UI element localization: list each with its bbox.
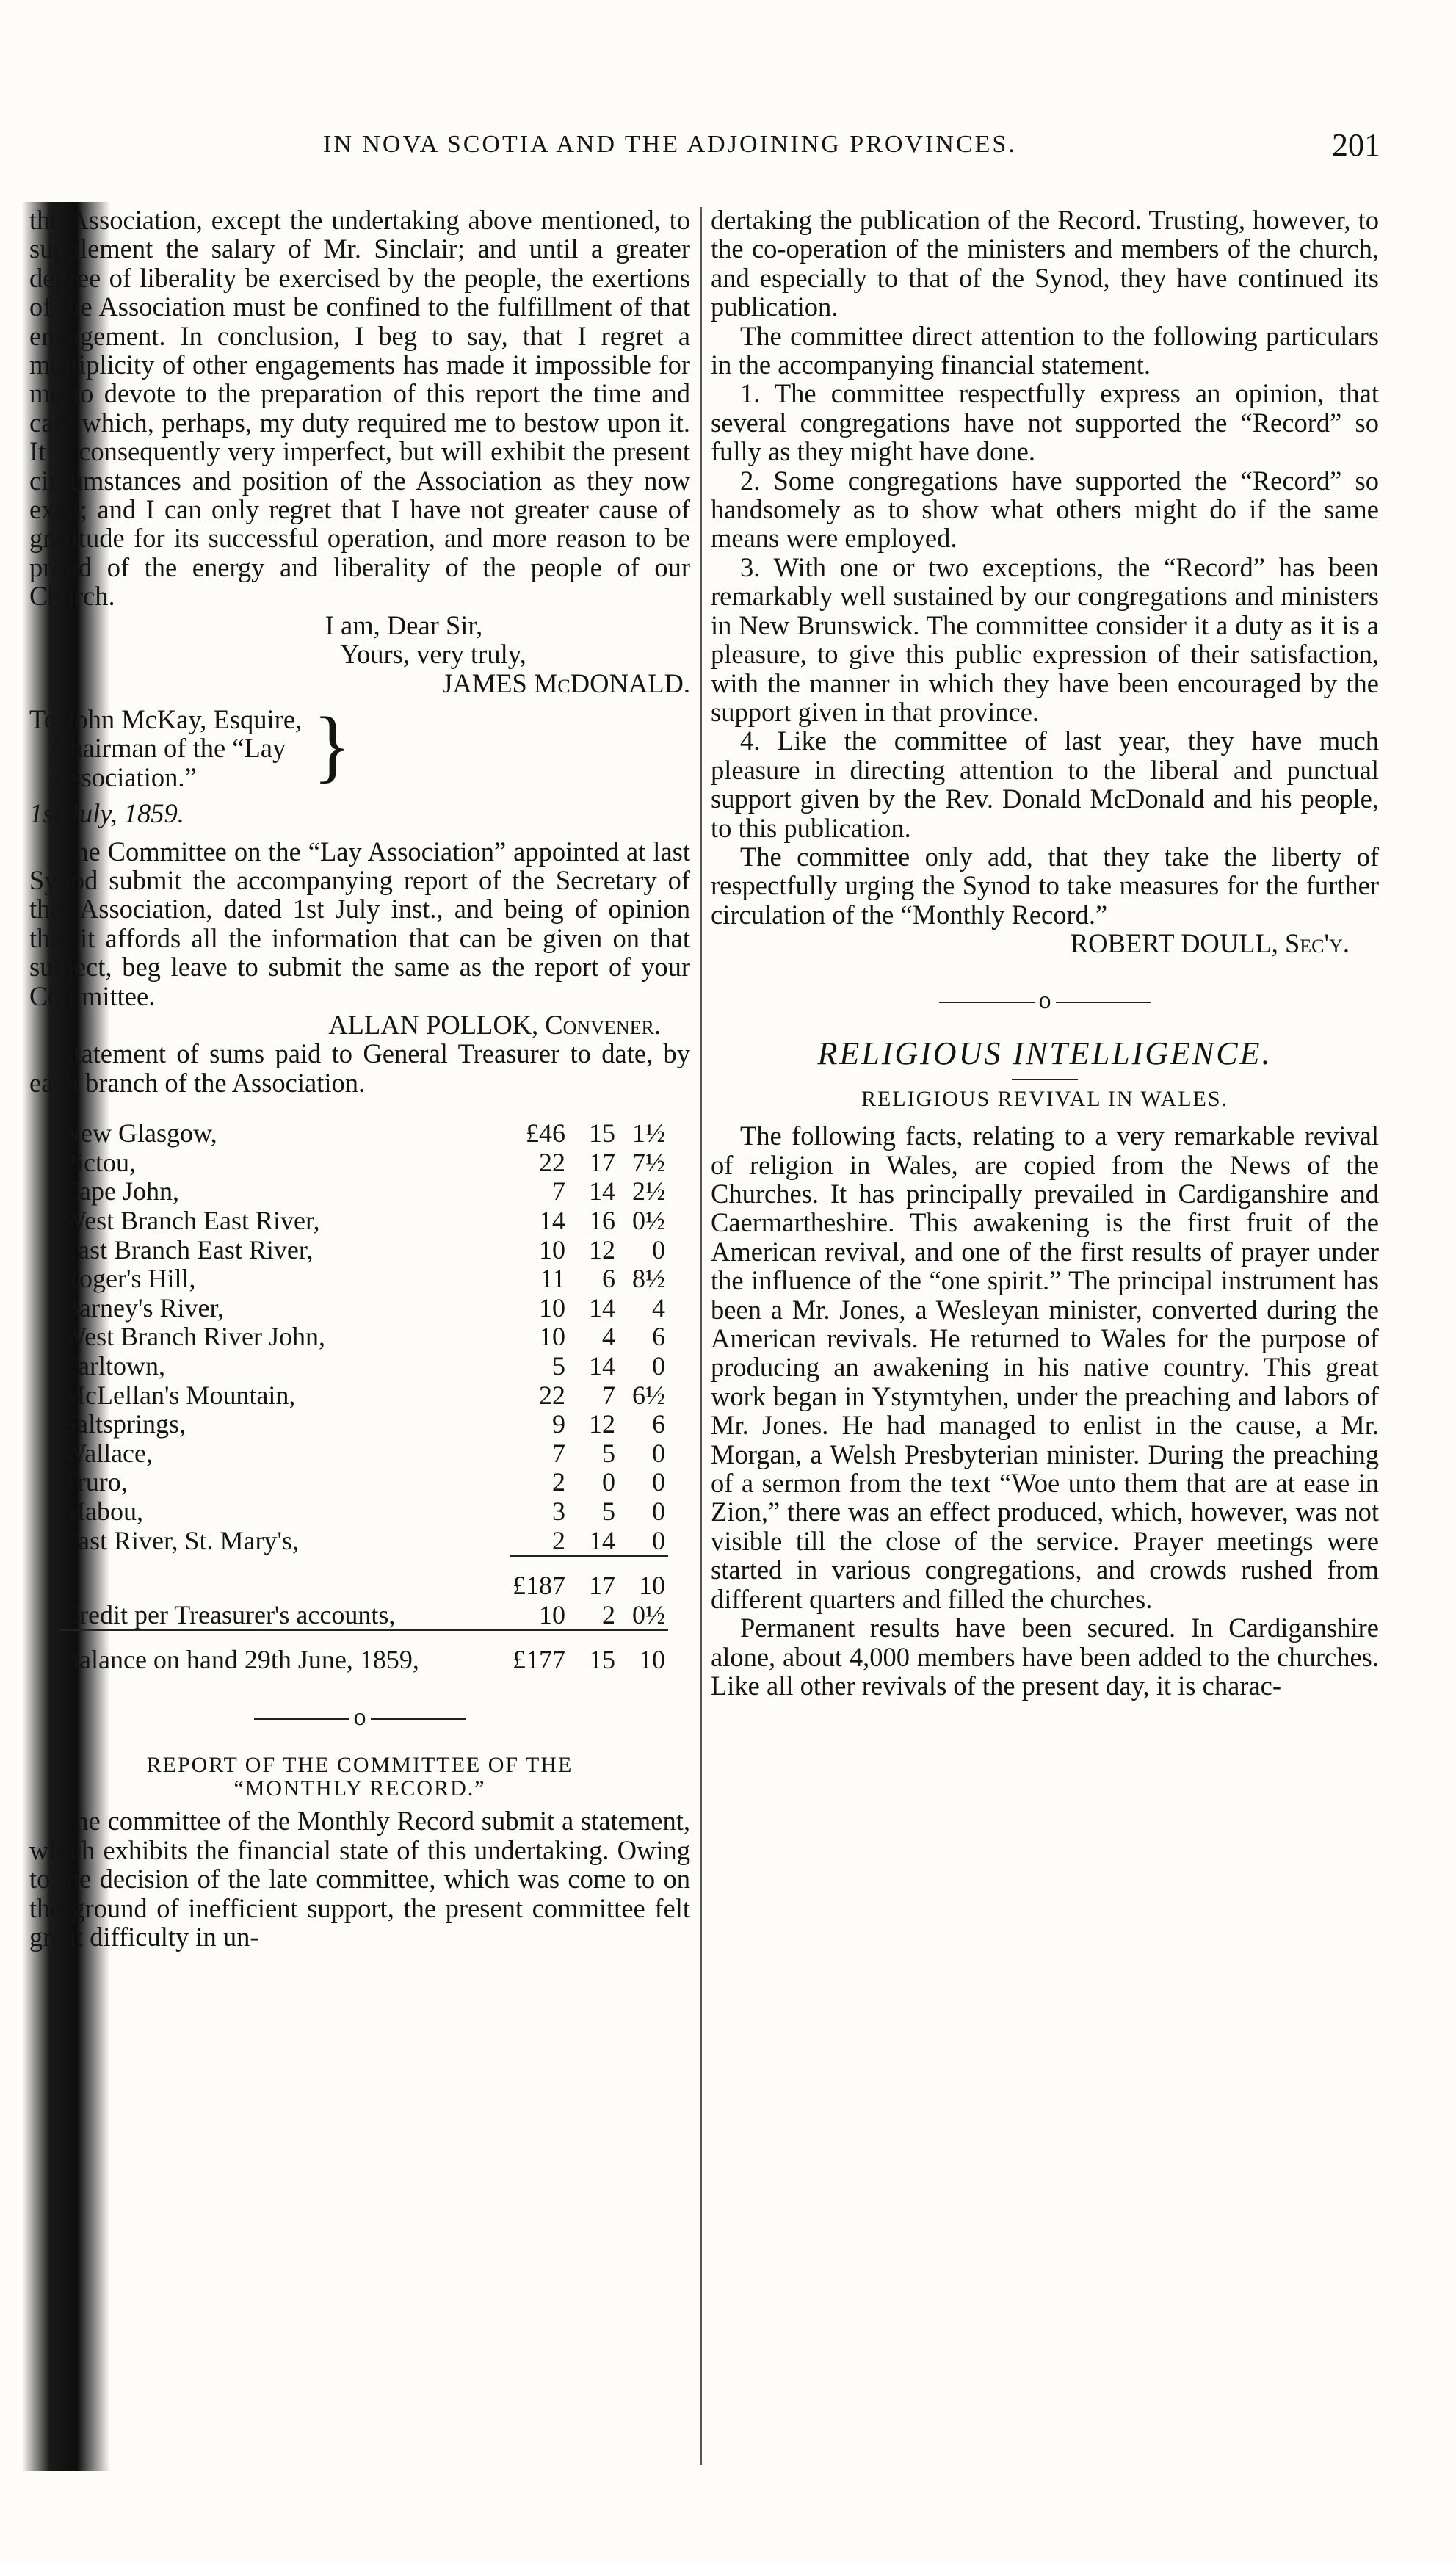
report-item: 2. Some congregations have supported the “Record” so handsomely as to show what others might do if the same means were employed. [711,465,1379,554]
accounts-table [59,1119,668,1675]
account-pence: 4 [652,1292,665,1323]
closing-line: Yours, very truly, [340,639,526,670]
account-shillings: 12 [589,1234,615,1265]
account-name: West Branch River John, [62,1322,326,1352]
brace-icon: } [313,700,352,790]
account-pounds: 9 [552,1409,565,1439]
account-pence: 6 [652,1322,665,1352]
report-item: 3. With one or two exceptions, the “Record” has been remarkably well sustained by our congregations and ministers in New Brunswick. The committee consider it a duty as it is a pleasure, to give this public expression of their satisfaction, with the manner in which they have been encouraged by the support given in that province. [711,551,1379,727]
account-pence: 0 [652,1467,665,1497]
running-title: IN NOVA SCOTIA AND THE ADJOINING PROVINCES. [323,131,1017,158]
letter-address [29,700,690,792]
account-name: Pictou, [62,1147,137,1177]
account-pounds: 11 [540,1264,565,1294]
closing-line: I am, Dear Sir, [325,609,483,640]
report-paragraph: The committee only add, that they take the liberty of respectfully urging the Synod to take measures for the further circulation of the “Monthly Record.” [711,841,1379,930]
report-item: 4. Like the committee of last year, they have much pleasure in directing attention to the liberal and punctual support given by the Rev. Donald McDonald and his people, to this publication. [711,726,1379,843]
account-shillings: 6 [602,1264,615,1294]
account-name: West Branch East River, [62,1205,320,1235]
table-row [59,1236,668,1265]
table-row [59,1468,668,1497]
article-paragraph: The following facts, relating to a very remarkable revival of religion in Wales, are copied from the News of the Churches. It has principally prevailed in Cardiganshire and Caermartheshire. This awakening is the first fruit of the American revival, and one of the first results of prayer under the influence of the “one spirit.” The principal instrument has been a Mr. Jones, a Wesleyan minister, converted during the American revivals. He returned to Wales for the purpose of producing an awakening in his native country. This great work began in Ystymtyhen, under the preaching and labors of Mr. Jones. He had managed to enlist in the cause, a Mr. Morgan, a Welsh Presbyterian minister. During the preaching of a sermon from the text “Woe unto them that are at ease in Zion,” there was an effect produced, which, however, was not visible till the close of the service. Prayer meetings were started in various congregations, and crowds rushed from different quarters and filled the churches. [711,1121,1379,1614]
table-row [59,1119,668,1148]
table-row [59,1497,668,1527]
account-pence: 0 [652,1496,665,1526]
account-name: East River, St. Mary's, [62,1526,300,1555]
table-row [59,1206,668,1236]
account-pence: 8½ [632,1264,665,1294]
credit-pounds: 10 [539,1599,565,1629]
letter-paragraph: the Association, except the undertaking above mentioned, to supplement the salary of Mr. Sinclair; and until a greater degree of liberality be exercised by the people, the exertions of the Association must be confined to the fulfillment of that engagement. In conclusion, I beg to say, that I regret a multiplicity of other engagements has made it impossible for me to devote to the preparation of this report the time and care which, perhaps, my duty required me to bestow upon it. It is consequently very imperfect, but will exhibit the present circumstances and position of the Association as they now exist; and I can only regret that I have not greater cause of gratitude for its successful operation, and more reason to be proud of the energy and liberality of the people of our Church. [29,205,690,612]
article-paragraph: Permanent results have been secured. In Cardiganshire alone, about 4,000 members have been added to the churches. Like all other revivals of the present day, it is charac- [711,1613,1379,1701]
account-name: Wallace, [62,1438,153,1468]
table-row [59,1148,668,1178]
balance-pounds: £177 [510,1630,568,1675]
account-name: Cape John, [62,1176,179,1206]
account-pounds: 10 [539,1292,565,1323]
article-subheading: RELIGIOUS REVIVAL IN WALES. [861,1086,1229,1111]
table-row [59,1294,668,1323]
account-shillings: 14 [589,1350,615,1381]
table-row [59,1410,668,1439]
account-pounds: 7 [552,1438,565,1468]
account-shillings: 14 [589,1525,615,1555]
account-shillings: 4 [602,1322,615,1352]
account-pence: 0 [652,1350,665,1381]
account-pounds: 14 [539,1205,565,1235]
account-pence: 0½ [632,1205,665,1235]
credit-shillings: 2 [602,1599,615,1629]
table-row-balance [59,1630,668,1675]
report-heading-sub: “MONTHLY RECORD.” [233,1776,486,1801]
account-name: New Glasgow, [62,1118,217,1148]
account-pounds: 22 [539,1147,565,1177]
account-pence: 7½ [632,1147,665,1177]
right-column [711,206,1379,1700]
account-pence: 6 [652,1409,665,1439]
account-shillings: 16 [589,1205,615,1235]
address-line: To John McKay, Esquire, [29,703,303,734]
account-name: Mabou, [62,1496,143,1526]
account-name: Barney's River, [62,1292,224,1323]
table-row [59,1323,668,1352]
account-shillings: 5 [602,1438,615,1468]
statement-heading: Statement of sums paid to General Treasurer to date, by each branch of the Association. [29,1038,690,1098]
account-pounds: 2 [552,1525,565,1555]
account-pounds: 7 [552,1176,565,1206]
total-shillings: 17 [568,1556,618,1601]
committee-paragraph: The Committee on the “Lay Association” appointed at last Synod submit the accompanying report of the Secretary of that Association, dated 1st July inst., and being of opinion that it affords all the information that can be given on that subject, beg leave to submit the same as the report of your Committee. [29,836,690,1011]
account-name: Saltsprings, [62,1409,186,1439]
page-number: 201 [1332,127,1380,163]
account-shillings: 12 [589,1409,615,1439]
heading-rule [1012,1079,1078,1080]
table-row [59,1265,668,1294]
account-shillings: 5 [602,1496,615,1526]
table-row [59,1381,668,1411]
table-row [59,1439,668,1469]
account-name: East Branch East River, [62,1234,314,1265]
letter-date: 1st July, 1859. [29,798,184,829]
balance-label: Balance on hand 29th June, 1859, [59,1630,510,1675]
running-header [323,127,1380,167]
account-pence: 0 [652,1438,665,1468]
report-paragraph: The committee of the Monthly Record submit a statement, which exhibits the financial state of this undertaking. Owing to the decision of the late committee, which was come to on the ground of inefficient support, the present committee felt great difficulty in un- [29,1806,690,1952]
account-pence: 0 [652,1234,665,1265]
account-shillings: 14 [589,1176,615,1206]
account-pence: 6½ [632,1380,665,1410]
address-line: Association.” [51,761,197,792]
account-pence: 2½ [632,1176,665,1206]
account-pounds: 3 [552,1496,565,1526]
balance-pence: 10 [618,1630,668,1675]
convener-signature: ALLAN POLLOK, Convener. [328,1009,661,1040]
report-item: 1. The committee respectfully express an opinion, that several congregations have not supported the “Record” so fully as they might have done. [711,378,1379,467]
account-pounds: 5 [552,1350,565,1381]
account-pounds: 2 [552,1467,565,1497]
credit-pence: 0½ [632,1599,665,1629]
account-shillings: 15 [589,1118,615,1148]
account-name: McLellan's Mountain, [62,1380,296,1410]
account-pence: 0 [652,1525,665,1555]
account-pounds: £46 [526,1118,565,1148]
table-row-credit [59,1601,668,1631]
total-pounds: £187 [510,1556,568,1601]
account-name: Earltown, [62,1350,165,1381]
section-separator: o [29,1704,690,1732]
account-pence: 1½ [632,1118,665,1148]
account-pounds: 22 [539,1380,565,1410]
report-paragraph: dertaking the publication of the Record. Trusting, however, to the co-operation of the ministers and members of the church, and especially to that of the Synod, they have continued its publication. [711,205,1379,322]
letter-signer: JAMES McDONALD. [442,668,690,698]
report-paragraph: The committee direct attention to the following particulars in the accompanying financial statement. [711,320,1379,380]
account-shillings: 14 [589,1292,615,1323]
account-name: Truro, [62,1467,128,1497]
report-heading: REPORT OF THE COMMITTEE OF THE [146,1752,573,1777]
table-row [59,1527,668,1557]
account-shillings: 17 [589,1147,615,1177]
account-name: Roger's Hill, [62,1264,196,1294]
account-pounds: 10 [539,1234,565,1265]
table-row [59,1177,668,1206]
address-line: Chairman of the “Lay [51,733,286,764]
table-row [59,1352,668,1381]
account-shillings: 7 [602,1380,615,1410]
credit-label: Credit per Treasurer's accounts, [62,1599,396,1629]
account-shillings: 0 [602,1467,615,1497]
secretary-signature: ROBERT DOULL, Sec'y. [1070,928,1350,959]
account-pounds: 10 [539,1322,565,1352]
left-column [29,206,690,1951]
total-pence: 10 [618,1556,668,1601]
table-row-total [59,1556,668,1601]
section-separator: o [711,988,1379,1015]
balance-shillings: 15 [568,1630,618,1675]
column-rule [700,207,702,2465]
section-heading: RELIGIOUS INTELLIGENCE. [817,1035,1272,1072]
